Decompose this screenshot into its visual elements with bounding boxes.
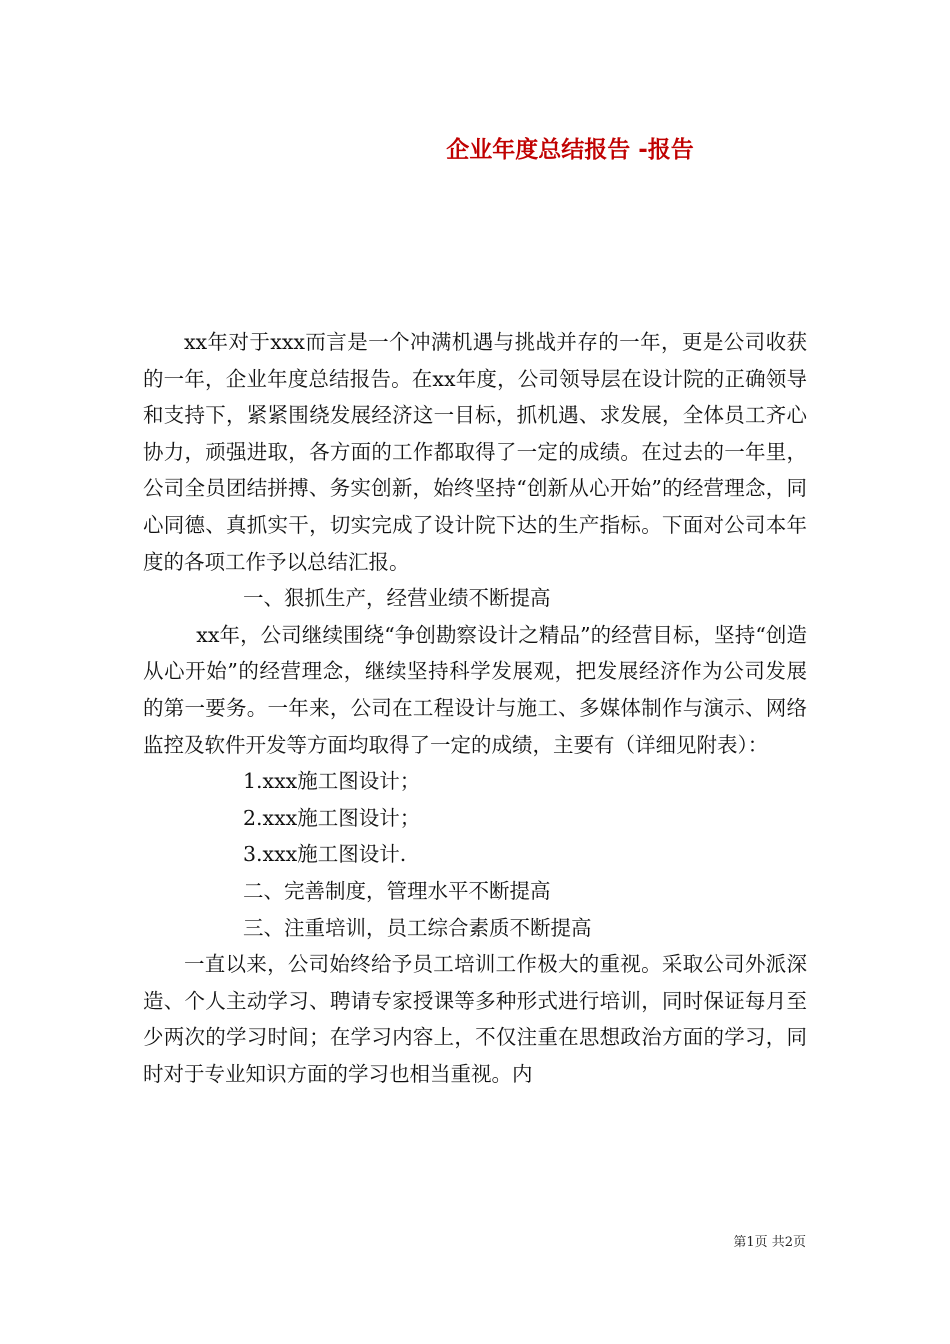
section-heading-3: 三、注重培训，员工综合素质不断提高 <box>243 915 592 940</box>
page-number: 第1页 共2页 <box>733 1235 806 1250</box>
section-heading-2: 二、完善制度，管理水平不断提高 <box>243 878 551 903</box>
intro-paragraph: xx年对于xxx而言是一个冲满机遇与挑战并存的一年，更是公司收获的一年，企业年度总结报告。在xx年度，公司领导层在设计院的正确领导和支持下，紧紧围绕发展经济这一目标，抓机遇、求发展，全体员工齐心协力，顽强进取，各方面的工作都取得了一定的成绩。在过去的一年里，公司全员团结拼搏、务实创新，始终坚持“创新从心开始”的经营理念，同心同德、真抓实干，切实完成了设计院下达的生产指标。下面对公司本年度的各项工作予以总结汇报。 <box>143 330 807 574</box>
section-3-paragraph: 一直以来，公司始终给予员工培训工作极大的重视。采取公司外派深造、个人主动学习、聘请专家授课等多种形式进行培训，同时保证每月至少两次的学习时间；在学习内容上，不仅注重在思想政治方面的学习，同时对于专业知识方面的学习也相当重视。内 <box>143 952 807 1086</box>
document-body <box>143 324 807 1092</box>
section-heading-1: 一、狠抓生产，经营业绩不断提高 <box>243 586 551 611</box>
section-1-paragraph: xx年，公司继续围绕“争创勘察设计之精品”的经营目标，坚持“创造从心开始”的经营理念，继续坚持科学发展观，把发展经济作为公司发展的第一要务。一年来，公司在工程设计与施工、多媒体制作与演示、网络监控及软件开发等方面均取得了一定的成绩，主要有（详细见附表）： <box>143 622 807 757</box>
list-item: 3.xxx施工图设计. <box>243 842 407 867</box>
list-item: 2.xxx施工图设计； <box>243 805 421 830</box>
document-title: 企业年度总结报告 -报告 <box>446 137 694 163</box>
list-item: 1.xxx施工图设计； <box>243 769 421 794</box>
